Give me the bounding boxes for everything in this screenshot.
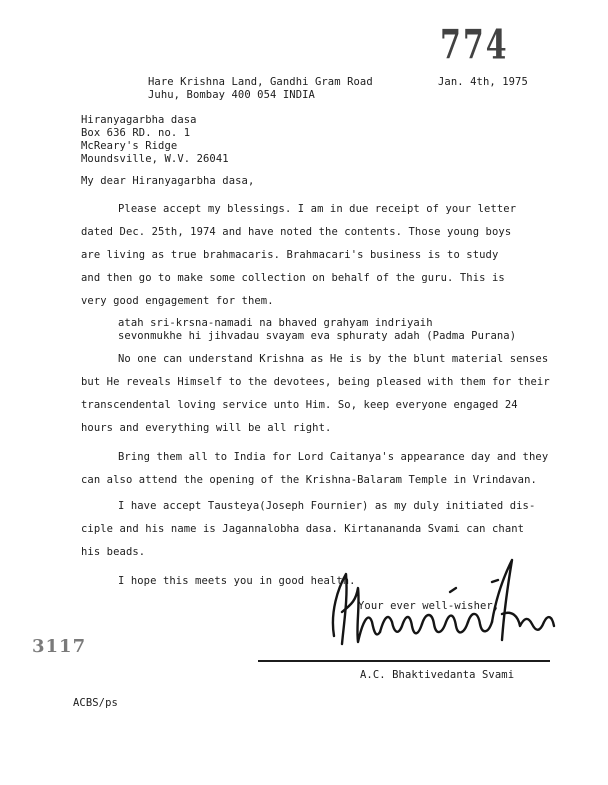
paragraph-5-line: I hope this meets you in good health.: [118, 575, 356, 587]
typist-initials: ACBS/ps: [73, 697, 118, 709]
paragraph-2-line: hours and everything will be all right.: [81, 422, 332, 434]
recipient-address-line1: Box 636 RD. no. 1: [81, 127, 191, 139]
paragraph-2-line: No one can understand Krishna as He is by the blunt material senses: [118, 353, 549, 365]
sender-address-line1: Hare Krishna Land, Gandhi Gram Road: [148, 76, 373, 88]
paragraph-1-line: Please accept my blessings. I am in due receipt of your letter: [118, 203, 517, 215]
paragraph-2-line: transcendental loving service unto Him. So, keep everyone engaged 24: [81, 399, 518, 411]
letter-date: Jan. 4th, 1975: [438, 76, 528, 88]
signatory-name: A.C. Bhaktivedanta Svami: [360, 669, 515, 681]
handwritten-signature: [322, 552, 562, 652]
recipient-name: Hiranyagarbha dasa: [81, 114, 197, 126]
paragraph-3-line: can also attend the opening of the Krishna-Balaram Temple in Vrindavan.: [81, 474, 537, 486]
closing: Your ever well-wisher,: [358, 600, 500, 612]
recipient-address-line2: McReary's Ridge: [81, 140, 178, 152]
paragraph-4-line: I have accept Tausteya(Joseph Fournier) as my duly initiated dis-: [118, 500, 536, 512]
salutation: My dear Hiranyagarbha dasa,: [81, 175, 255, 187]
signature-line: [258, 660, 550, 662]
paragraph-3-line: Bring them all to India for Lord Caitanya's appearance day and they: [118, 451, 549, 463]
paragraph-2-line: but He reveals Himself to the devotees, being pleased with them for their: [81, 376, 550, 388]
document-number-stamp: 774: [440, 22, 509, 70]
paragraph-1-line: are living as true brahmacaris. Brahmacari's business is to study: [81, 249, 499, 261]
paragraph-1-line: dated Dec. 25th, 1974 and have noted the contents. Those young boys: [81, 226, 512, 238]
recipient-address-line3: Moundsville, W.V. 26041: [81, 153, 229, 165]
paragraph-4-line: his beads.: [81, 546, 146, 558]
paragraph-4-line: ciple and his name is Jagannalobha dasa. Kirtanananda Svami can chant: [81, 523, 525, 535]
paragraph-1-line: and then go to make some collection on behalf of the guru. This is: [81, 272, 505, 284]
margin-stamp: 3117: [32, 636, 87, 657]
sender-address-line2: Juhu, Bombay 400 054 INDIA: [148, 89, 315, 101]
verse-line: atah sri-krsna-namadi na bhaved grahyam indriyaih: [118, 317, 433, 329]
paragraph-1-line: very good engagement for them.: [81, 295, 274, 307]
verse-line: sevonmukhe hi jihvadau svayam eva sphuraty adah (Padma Purana): [118, 330, 517, 342]
